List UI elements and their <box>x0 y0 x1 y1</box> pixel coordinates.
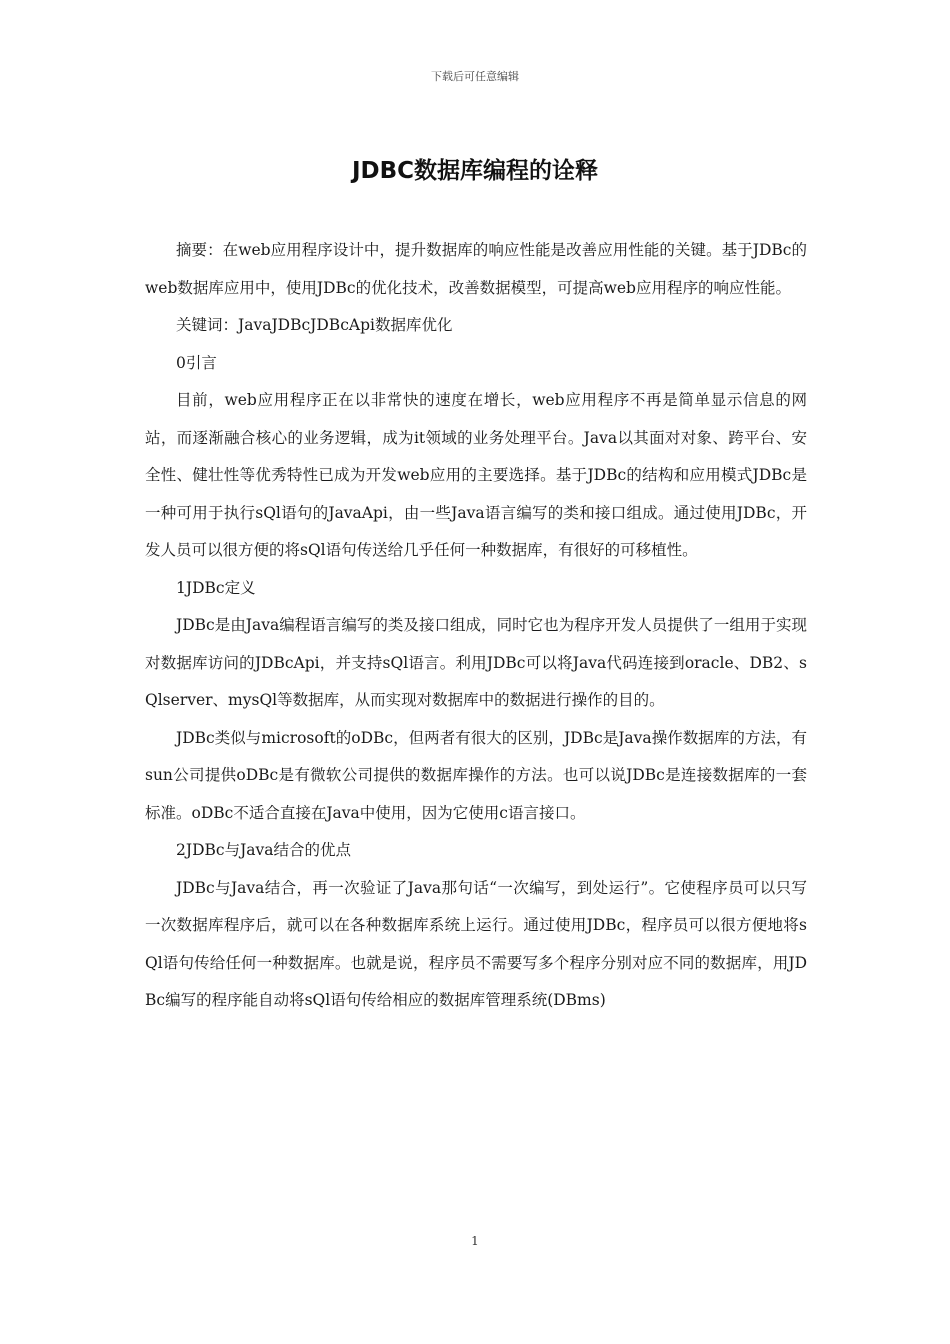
section-heading-jdbc-definition: 1JDBc定义 <box>176 578 256 597</box>
document-title: JDBC数据库编程的诠释 <box>351 158 599 184</box>
section-heading-jdbc-java-advantages: 2JDBc与Java结合的优点 <box>176 841 352 859</box>
body-paragraph: JDBc与Java结合，再一次验证了Java那句话“一次编写，到处运行”。它使程序员可以只写一次数据库程序后，就可以在各种数据库系统上运行。通过使用JDBc，程序员可以很方便地将sQl语句传给任何一种数据库。也就是说，程序员不需要写多个程序分别对应不同的数据库，用JDBc编写的程序能自动将sQl语句传给相应的数据库管理系统(DBms) <box>145 878 807 1009</box>
document-body <box>145 232 807 1020</box>
body-paragraph: JDBc类似与microsoft的oDBc，但两者有很大的区别，JDBc是Java操作数据库的方法，有sun公司提供oDBc是有微软公司提供的数据库操作的方法。也可以说JDBc是连接数据库的一套标准。oDBc不适合直接在Java中使用，因为它使用c语言接口。 <box>145 728 807 822</box>
page-header-note: 下载后可任意编辑 <box>431 70 519 83</box>
body-paragraph: 目前，web应用程序正在以非常快的速度在增长，web应用程序不再是简单显示信息的网站，而逐渐融合核心的业务逻辑，成为it领域的业务处理平台。Java以其面对对象、跨平台、安全性、健壮性等优秀特性已成为开发web应用的主要选择。基于JDBc的结构和应用模式JDBc是一种可用于执行sQl语句的JavaApi，由一些Java语言编写的类和接口组成。通过使用JDBc，开发人员可以很方便的将sQl语句传送给几乎任何一种数据库，有很好的可移植性。 <box>145 391 807 559</box>
body-paragraph: JDBc是由Java编程语言编写的类及接口组成，同时它也为程序开发人员提供了一组用于实现对数据库访问的JDBcApi，并支持sQl语言。利用JDBc可以将Java代码连接到oracle、DB2、sQlserver、mysQl等数据库，从而实现对数据库中的数据进行操作的目的。 <box>145 616 807 709</box>
section-heading-introduction: 0引言 <box>176 353 217 372</box>
page-number: 1 <box>471 1234 479 1248</box>
abstract-paragraph: 摘要：在web应用程序设计中，提升数据库的响应性能是改善应用性能的关键。基于JDBc的web数据库应用中，使用JDBc的优化技术，改善数据模型，可提高web应用程序的响应性能。 <box>145 241 807 297</box>
keywords-paragraph: 关键词：JavaJDBcJDBcApi数据库优化 <box>176 316 453 334</box>
